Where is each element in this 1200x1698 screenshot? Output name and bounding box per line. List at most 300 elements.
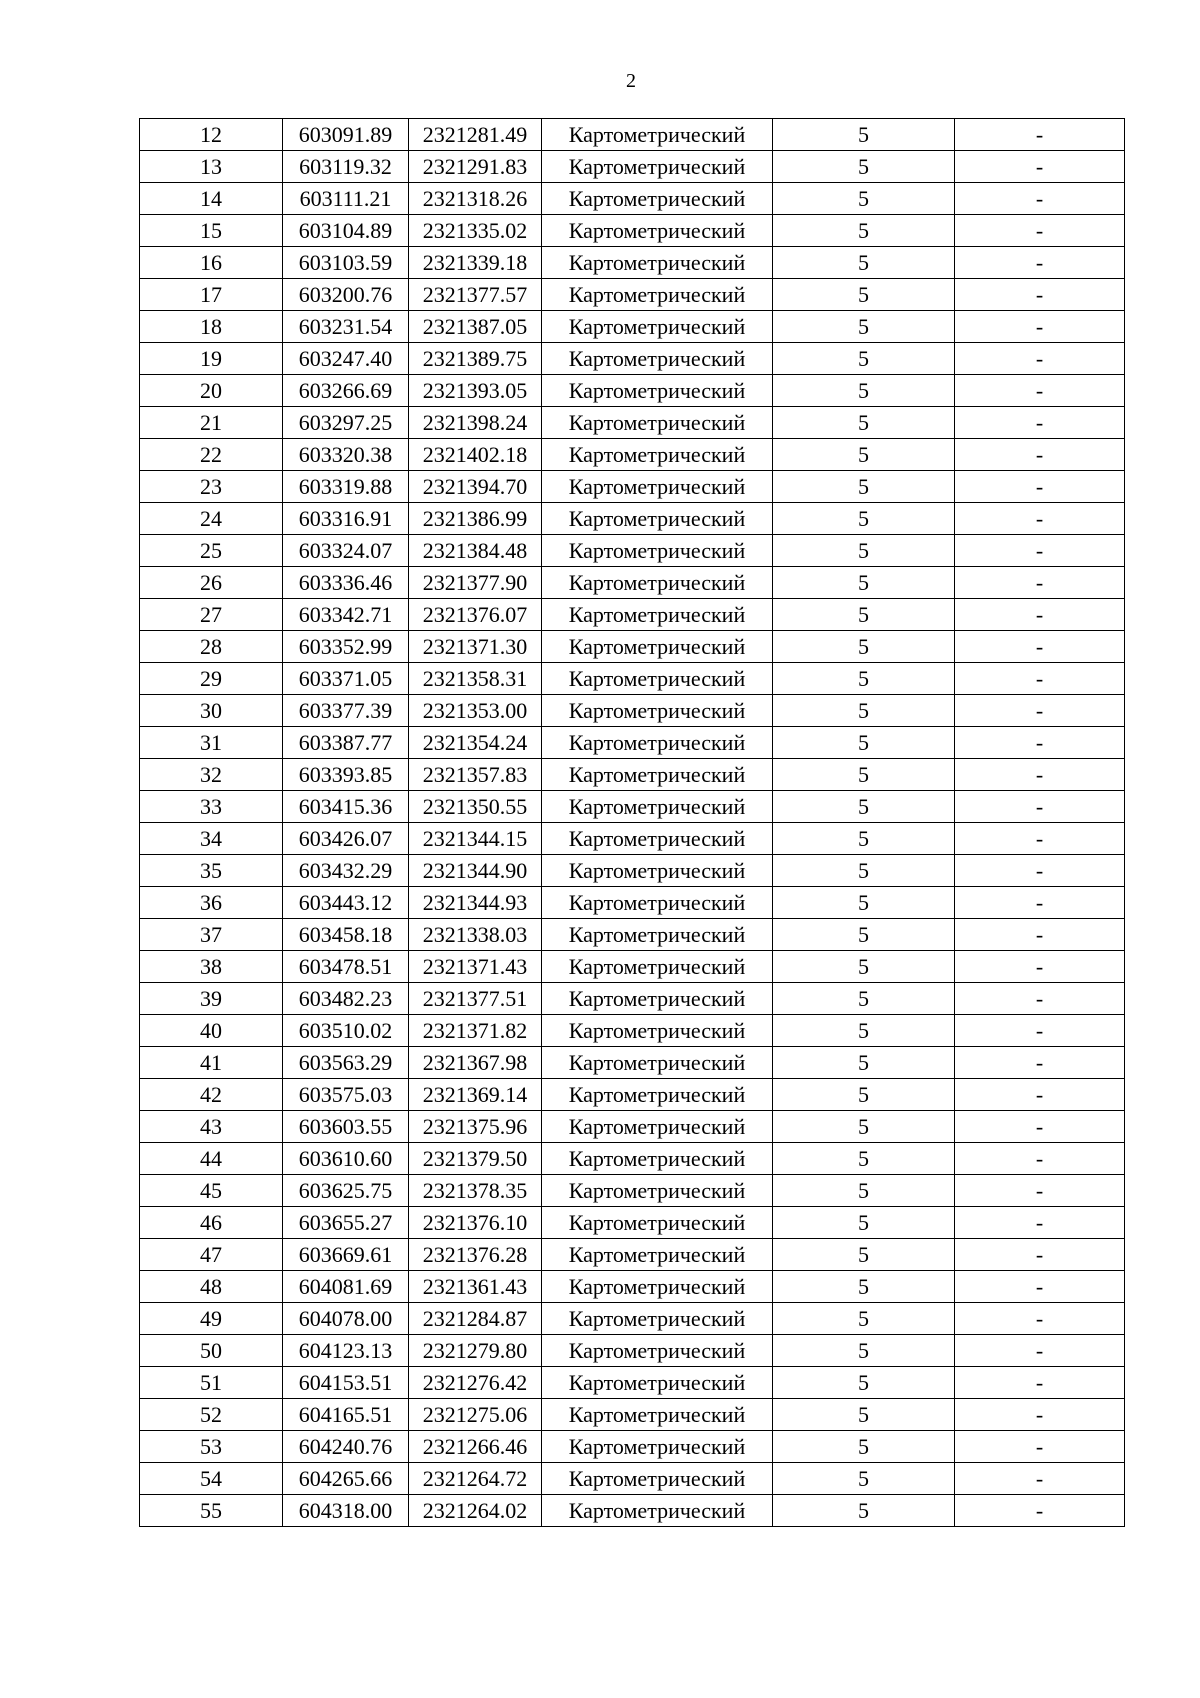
x-coordinate-cell: 603111.21 bbox=[283, 183, 409, 215]
point-number-cell: 38 bbox=[140, 951, 283, 983]
method-cell: Картометрический bbox=[542, 503, 773, 535]
accuracy-cell: 5 bbox=[773, 183, 955, 215]
point-number-cell: 17 bbox=[140, 279, 283, 311]
x-coordinate-cell: 604165.51 bbox=[283, 1399, 409, 1431]
point-number-cell: 55 bbox=[140, 1495, 283, 1527]
table-row bbox=[140, 759, 1125, 791]
accuracy-cell: 5 bbox=[773, 471, 955, 503]
x-coordinate-cell: 604081.69 bbox=[283, 1271, 409, 1303]
point-number-cell: 31 bbox=[140, 727, 283, 759]
accuracy-cell: 5 bbox=[773, 1239, 955, 1271]
x-coordinate-cell: 603266.69 bbox=[283, 375, 409, 407]
x-coordinate-cell: 603342.71 bbox=[283, 599, 409, 631]
note-cell: - bbox=[955, 1495, 1125, 1527]
method-cell: Картометрический bbox=[542, 151, 773, 183]
note-cell: - bbox=[955, 887, 1125, 919]
y-coordinate-cell: 2321291.83 bbox=[409, 151, 542, 183]
y-coordinate-cell: 2321344.15 bbox=[409, 823, 542, 855]
table-row bbox=[140, 663, 1125, 695]
note-cell: - bbox=[955, 343, 1125, 375]
method-cell: Картометрический bbox=[542, 439, 773, 471]
x-coordinate-cell: 603104.89 bbox=[283, 215, 409, 247]
y-coordinate-cell: 2321376.28 bbox=[409, 1239, 542, 1271]
method-cell: Картометрический bbox=[542, 1143, 773, 1175]
y-coordinate-cell: 2321264.02 bbox=[409, 1495, 542, 1527]
method-cell: Картометрический bbox=[542, 471, 773, 503]
point-number-cell: 50 bbox=[140, 1335, 283, 1367]
y-coordinate-cell: 2321377.90 bbox=[409, 567, 542, 599]
accuracy-cell: 5 bbox=[773, 439, 955, 471]
point-number-cell: 54 bbox=[140, 1463, 283, 1495]
y-coordinate-cell: 2321350.55 bbox=[409, 791, 542, 823]
accuracy-cell: 5 bbox=[773, 375, 955, 407]
x-coordinate-cell: 603231.54 bbox=[283, 311, 409, 343]
table-row bbox=[140, 1015, 1125, 1047]
table-row bbox=[140, 1463, 1125, 1495]
method-cell: Картометрический bbox=[542, 1111, 773, 1143]
point-number-cell: 19 bbox=[140, 343, 283, 375]
y-coordinate-cell: 2321376.07 bbox=[409, 599, 542, 631]
x-coordinate-cell: 603119.32 bbox=[283, 151, 409, 183]
accuracy-cell: 5 bbox=[773, 951, 955, 983]
table-row bbox=[140, 887, 1125, 919]
accuracy-cell: 5 bbox=[773, 631, 955, 663]
method-cell: Картометрический bbox=[542, 1335, 773, 1367]
x-coordinate-cell: 603432.29 bbox=[283, 855, 409, 887]
table-row bbox=[140, 1431, 1125, 1463]
accuracy-cell: 5 bbox=[773, 567, 955, 599]
coordinates-table-body bbox=[140, 119, 1125, 1527]
table-row bbox=[140, 1079, 1125, 1111]
point-number-cell: 13 bbox=[140, 151, 283, 183]
method-cell: Картометрический bbox=[542, 1239, 773, 1271]
accuracy-cell: 5 bbox=[773, 695, 955, 727]
x-coordinate-cell: 604318.00 bbox=[283, 1495, 409, 1527]
method-cell: Картометрический bbox=[542, 1399, 773, 1431]
accuracy-cell: 5 bbox=[773, 407, 955, 439]
x-coordinate-cell: 603655.27 bbox=[283, 1207, 409, 1239]
table-row bbox=[140, 919, 1125, 951]
point-number-cell: 42 bbox=[140, 1079, 283, 1111]
method-cell: Картометрический bbox=[542, 119, 773, 151]
y-coordinate-cell: 2321357.83 bbox=[409, 759, 542, 791]
accuracy-cell: 5 bbox=[773, 1143, 955, 1175]
x-coordinate-cell: 603352.99 bbox=[283, 631, 409, 663]
point-number-cell: 12 bbox=[140, 119, 283, 151]
note-cell: - bbox=[955, 1015, 1125, 1047]
point-number-cell: 44 bbox=[140, 1143, 283, 1175]
note-cell: - bbox=[955, 1079, 1125, 1111]
y-coordinate-cell: 2321367.98 bbox=[409, 1047, 542, 1079]
y-coordinate-cell: 2321393.05 bbox=[409, 375, 542, 407]
table-row bbox=[140, 951, 1125, 983]
y-coordinate-cell: 2321371.43 bbox=[409, 951, 542, 983]
y-coordinate-cell: 2321377.57 bbox=[409, 279, 542, 311]
note-cell: - bbox=[955, 951, 1125, 983]
accuracy-cell: 5 bbox=[773, 727, 955, 759]
x-coordinate-cell: 603603.55 bbox=[283, 1111, 409, 1143]
note-cell: - bbox=[955, 1175, 1125, 1207]
note-cell: - bbox=[955, 1111, 1125, 1143]
point-number-cell: 24 bbox=[140, 503, 283, 535]
point-number-cell: 52 bbox=[140, 1399, 283, 1431]
note-cell: - bbox=[955, 375, 1125, 407]
method-cell: Картометрический bbox=[542, 887, 773, 919]
y-coordinate-cell: 2321394.70 bbox=[409, 471, 542, 503]
point-number-cell: 33 bbox=[140, 791, 283, 823]
y-coordinate-cell: 2321339.18 bbox=[409, 247, 542, 279]
accuracy-cell: 5 bbox=[773, 503, 955, 535]
point-number-cell: 16 bbox=[140, 247, 283, 279]
y-coordinate-cell: 2321275.06 bbox=[409, 1399, 542, 1431]
x-coordinate-cell: 603319.88 bbox=[283, 471, 409, 503]
note-cell: - bbox=[955, 119, 1125, 151]
x-coordinate-cell: 604240.76 bbox=[283, 1431, 409, 1463]
y-coordinate-cell: 2321379.50 bbox=[409, 1143, 542, 1175]
note-cell: - bbox=[955, 535, 1125, 567]
method-cell: Картометрический bbox=[542, 951, 773, 983]
point-number-cell: 22 bbox=[140, 439, 283, 471]
method-cell: Картометрический bbox=[542, 919, 773, 951]
point-number-cell: 51 bbox=[140, 1367, 283, 1399]
note-cell: - bbox=[955, 599, 1125, 631]
note-cell: - bbox=[955, 695, 1125, 727]
accuracy-cell: 5 bbox=[773, 1431, 955, 1463]
accuracy-cell: 5 bbox=[773, 343, 955, 375]
table-row bbox=[140, 151, 1125, 183]
table-row bbox=[140, 407, 1125, 439]
table-row bbox=[140, 631, 1125, 663]
method-cell: Картометрический bbox=[542, 215, 773, 247]
method-cell: Картометрический bbox=[542, 1367, 773, 1399]
table-row bbox=[140, 727, 1125, 759]
note-cell: - bbox=[955, 151, 1125, 183]
note-cell: - bbox=[955, 503, 1125, 535]
note-cell: - bbox=[955, 567, 1125, 599]
table-row bbox=[140, 1207, 1125, 1239]
point-number-cell: 53 bbox=[140, 1431, 283, 1463]
y-coordinate-cell: 2321335.02 bbox=[409, 215, 542, 247]
table-row bbox=[140, 855, 1125, 887]
accuracy-cell: 5 bbox=[773, 535, 955, 567]
accuracy-cell: 5 bbox=[773, 1335, 955, 1367]
method-cell: Картометрический bbox=[542, 407, 773, 439]
table-row bbox=[140, 1303, 1125, 1335]
y-coordinate-cell: 2321281.49 bbox=[409, 119, 542, 151]
note-cell: - bbox=[955, 1143, 1125, 1175]
accuracy-cell: 5 bbox=[773, 1367, 955, 1399]
note-cell: - bbox=[955, 1207, 1125, 1239]
table-row bbox=[140, 1111, 1125, 1143]
x-coordinate-cell: 603297.25 bbox=[283, 407, 409, 439]
x-coordinate-cell: 603387.77 bbox=[283, 727, 409, 759]
note-cell: - bbox=[955, 279, 1125, 311]
point-number-cell: 30 bbox=[140, 695, 283, 727]
table-row bbox=[140, 279, 1125, 311]
table-row bbox=[140, 1271, 1125, 1303]
y-coordinate-cell: 2321371.30 bbox=[409, 631, 542, 663]
accuracy-cell: 5 bbox=[773, 983, 955, 1015]
accuracy-cell: 5 bbox=[773, 1047, 955, 1079]
point-number-cell: 26 bbox=[140, 567, 283, 599]
y-coordinate-cell: 2321338.03 bbox=[409, 919, 542, 951]
point-number-cell: 14 bbox=[140, 183, 283, 215]
accuracy-cell: 5 bbox=[773, 247, 955, 279]
note-cell: - bbox=[955, 631, 1125, 663]
note-cell: - bbox=[955, 215, 1125, 247]
x-coordinate-cell: 604078.00 bbox=[283, 1303, 409, 1335]
table-row bbox=[140, 503, 1125, 535]
method-cell: Картометрический bbox=[542, 535, 773, 567]
note-cell: - bbox=[955, 1303, 1125, 1335]
accuracy-cell: 5 bbox=[773, 599, 955, 631]
y-coordinate-cell: 2321344.93 bbox=[409, 887, 542, 919]
method-cell: Картометрический bbox=[542, 1015, 773, 1047]
y-coordinate-cell: 2321344.90 bbox=[409, 855, 542, 887]
x-coordinate-cell: 603324.07 bbox=[283, 535, 409, 567]
x-coordinate-cell: 603316.91 bbox=[283, 503, 409, 535]
x-coordinate-cell: 603091.89 bbox=[283, 119, 409, 151]
note-cell: - bbox=[955, 439, 1125, 471]
method-cell: Картометрический bbox=[542, 567, 773, 599]
note-cell: - bbox=[955, 791, 1125, 823]
point-number-cell: 28 bbox=[140, 631, 283, 663]
y-coordinate-cell: 2321353.00 bbox=[409, 695, 542, 727]
method-cell: Картометрический bbox=[542, 855, 773, 887]
x-coordinate-cell: 603625.75 bbox=[283, 1175, 409, 1207]
point-number-cell: 45 bbox=[140, 1175, 283, 1207]
note-cell: - bbox=[955, 1367, 1125, 1399]
note-cell: - bbox=[955, 471, 1125, 503]
point-number-cell: 41 bbox=[140, 1047, 283, 1079]
table-row bbox=[140, 1239, 1125, 1271]
x-coordinate-cell: 603563.29 bbox=[283, 1047, 409, 1079]
method-cell: Картометрический bbox=[542, 727, 773, 759]
point-number-cell: 39 bbox=[140, 983, 283, 1015]
accuracy-cell: 5 bbox=[773, 1079, 955, 1111]
x-coordinate-cell: 603393.85 bbox=[283, 759, 409, 791]
point-number-cell: 27 bbox=[140, 599, 283, 631]
method-cell: Картометрический bbox=[542, 279, 773, 311]
table-row bbox=[140, 247, 1125, 279]
y-coordinate-cell: 2321284.87 bbox=[409, 1303, 542, 1335]
table-row bbox=[140, 311, 1125, 343]
accuracy-cell: 5 bbox=[773, 215, 955, 247]
accuracy-cell: 5 bbox=[773, 1175, 955, 1207]
point-number-cell: 40 bbox=[140, 1015, 283, 1047]
accuracy-cell: 5 bbox=[773, 1463, 955, 1495]
method-cell: Картометрический bbox=[542, 1207, 773, 1239]
y-coordinate-cell: 2321402.18 bbox=[409, 439, 542, 471]
method-cell: Картометрический bbox=[542, 599, 773, 631]
table-row bbox=[140, 599, 1125, 631]
accuracy-cell: 5 bbox=[773, 1495, 955, 1527]
table-row bbox=[140, 183, 1125, 215]
y-coordinate-cell: 2321377.51 bbox=[409, 983, 542, 1015]
x-coordinate-cell: 604265.66 bbox=[283, 1463, 409, 1495]
table-row bbox=[140, 535, 1125, 567]
x-coordinate-cell: 603426.07 bbox=[283, 823, 409, 855]
y-coordinate-cell: 2321384.48 bbox=[409, 535, 542, 567]
accuracy-cell: 5 bbox=[773, 1015, 955, 1047]
accuracy-cell: 5 bbox=[773, 823, 955, 855]
note-cell: - bbox=[955, 1463, 1125, 1495]
point-number-cell: 35 bbox=[140, 855, 283, 887]
method-cell: Картометрический bbox=[542, 695, 773, 727]
point-number-cell: 21 bbox=[140, 407, 283, 439]
point-number-cell: 34 bbox=[140, 823, 283, 855]
note-cell: - bbox=[955, 407, 1125, 439]
accuracy-cell: 5 bbox=[773, 1271, 955, 1303]
x-coordinate-cell: 603458.18 bbox=[283, 919, 409, 951]
accuracy-cell: 5 bbox=[773, 1207, 955, 1239]
y-coordinate-cell: 2321276.42 bbox=[409, 1367, 542, 1399]
point-number-cell: 29 bbox=[140, 663, 283, 695]
accuracy-cell: 5 bbox=[773, 119, 955, 151]
y-coordinate-cell: 2321318.26 bbox=[409, 183, 542, 215]
y-coordinate-cell: 2321361.43 bbox=[409, 1271, 542, 1303]
table-row bbox=[140, 471, 1125, 503]
table-row bbox=[140, 375, 1125, 407]
y-coordinate-cell: 2321354.24 bbox=[409, 727, 542, 759]
method-cell: Картометрический bbox=[542, 375, 773, 407]
y-coordinate-cell: 2321378.35 bbox=[409, 1175, 542, 1207]
accuracy-cell: 5 bbox=[773, 759, 955, 791]
accuracy-cell: 5 bbox=[773, 855, 955, 887]
y-coordinate-cell: 2321386.99 bbox=[409, 503, 542, 535]
note-cell: - bbox=[955, 1431, 1125, 1463]
x-coordinate-cell: 603482.23 bbox=[283, 983, 409, 1015]
y-coordinate-cell: 2321375.96 bbox=[409, 1111, 542, 1143]
y-coordinate-cell: 2321387.05 bbox=[409, 311, 542, 343]
y-coordinate-cell: 2321369.14 bbox=[409, 1079, 542, 1111]
point-number-cell: 49 bbox=[140, 1303, 283, 1335]
note-cell: - bbox=[955, 823, 1125, 855]
note-cell: - bbox=[955, 1271, 1125, 1303]
accuracy-cell: 5 bbox=[773, 1111, 955, 1143]
method-cell: Картометрический bbox=[542, 1079, 773, 1111]
point-number-cell: 32 bbox=[140, 759, 283, 791]
accuracy-cell: 5 bbox=[773, 791, 955, 823]
x-coordinate-cell: 603510.02 bbox=[283, 1015, 409, 1047]
y-coordinate-cell: 2321279.80 bbox=[409, 1335, 542, 1367]
accuracy-cell: 5 bbox=[773, 887, 955, 919]
note-cell: - bbox=[955, 727, 1125, 759]
accuracy-cell: 5 bbox=[773, 151, 955, 183]
x-coordinate-cell: 603415.36 bbox=[283, 791, 409, 823]
note-cell: - bbox=[955, 1399, 1125, 1431]
page-number: 2 bbox=[626, 70, 636, 92]
table-row bbox=[140, 983, 1125, 1015]
accuracy-cell: 5 bbox=[773, 1399, 955, 1431]
point-number-cell: 43 bbox=[140, 1111, 283, 1143]
method-cell: Картометрический bbox=[542, 631, 773, 663]
table-row bbox=[140, 823, 1125, 855]
x-coordinate-cell: 603377.39 bbox=[283, 695, 409, 727]
accuracy-cell: 5 bbox=[773, 663, 955, 695]
x-coordinate-cell: 603103.59 bbox=[283, 247, 409, 279]
table-row bbox=[140, 791, 1125, 823]
accuracy-cell: 5 bbox=[773, 311, 955, 343]
point-number-cell: 18 bbox=[140, 311, 283, 343]
x-coordinate-cell: 603200.76 bbox=[283, 279, 409, 311]
table-row bbox=[140, 1047, 1125, 1079]
y-coordinate-cell: 2321398.24 bbox=[409, 407, 542, 439]
method-cell: Картометрический bbox=[542, 1175, 773, 1207]
method-cell: Картометрический bbox=[542, 1303, 773, 1335]
note-cell: - bbox=[955, 183, 1125, 215]
note-cell: - bbox=[955, 759, 1125, 791]
x-coordinate-cell: 603610.60 bbox=[283, 1143, 409, 1175]
table-row bbox=[140, 1399, 1125, 1431]
x-coordinate-cell: 603371.05 bbox=[283, 663, 409, 695]
note-cell: - bbox=[955, 247, 1125, 279]
x-coordinate-cell: 603478.51 bbox=[283, 951, 409, 983]
table-row bbox=[140, 1335, 1125, 1367]
table-row bbox=[140, 1175, 1125, 1207]
method-cell: Картометрический bbox=[542, 183, 773, 215]
x-coordinate-cell: 603669.61 bbox=[283, 1239, 409, 1271]
table-row bbox=[140, 215, 1125, 247]
accuracy-cell: 5 bbox=[773, 919, 955, 951]
method-cell: Картометрический bbox=[542, 759, 773, 791]
note-cell: - bbox=[955, 1335, 1125, 1367]
note-cell: - bbox=[955, 919, 1125, 951]
method-cell: Картометрический bbox=[542, 1463, 773, 1495]
y-coordinate-cell: 2321358.31 bbox=[409, 663, 542, 695]
note-cell: - bbox=[955, 663, 1125, 695]
x-coordinate-cell: 603336.46 bbox=[283, 567, 409, 599]
note-cell: - bbox=[955, 855, 1125, 887]
y-coordinate-cell: 2321264.72 bbox=[409, 1463, 542, 1495]
accuracy-cell: 5 bbox=[773, 1303, 955, 1335]
point-number-cell: 37 bbox=[140, 919, 283, 951]
note-cell: - bbox=[955, 983, 1125, 1015]
point-number-cell: 47 bbox=[140, 1239, 283, 1271]
method-cell: Картометрический bbox=[542, 983, 773, 1015]
point-number-cell: 46 bbox=[140, 1207, 283, 1239]
x-coordinate-cell: 603320.38 bbox=[283, 439, 409, 471]
note-cell: - bbox=[955, 311, 1125, 343]
table-row bbox=[140, 1367, 1125, 1399]
table-row bbox=[140, 1143, 1125, 1175]
method-cell: Картометрический bbox=[542, 343, 773, 375]
method-cell: Картометрический bbox=[542, 1271, 773, 1303]
note-cell: - bbox=[955, 1239, 1125, 1271]
table-row bbox=[140, 439, 1125, 471]
table-row bbox=[140, 695, 1125, 727]
x-coordinate-cell: 603247.40 bbox=[283, 343, 409, 375]
y-coordinate-cell: 2321389.75 bbox=[409, 343, 542, 375]
accuracy-cell: 5 bbox=[773, 279, 955, 311]
y-coordinate-cell: 2321376.10 bbox=[409, 1207, 542, 1239]
method-cell: Картометрический bbox=[542, 791, 773, 823]
table-row bbox=[140, 567, 1125, 599]
point-number-cell: 25 bbox=[140, 535, 283, 567]
coordinates-table bbox=[139, 118, 1125, 1527]
point-number-cell: 48 bbox=[140, 1271, 283, 1303]
table-row bbox=[140, 119, 1125, 151]
point-number-cell: 20 bbox=[140, 375, 283, 407]
method-cell: Картометрический bbox=[542, 823, 773, 855]
method-cell: Картометрический bbox=[542, 311, 773, 343]
method-cell: Картометрический bbox=[542, 1495, 773, 1527]
method-cell: Картометрический bbox=[542, 663, 773, 695]
x-coordinate-cell: 603443.12 bbox=[283, 887, 409, 919]
method-cell: Картометрический bbox=[542, 247, 773, 279]
x-coordinate-cell: 603575.03 bbox=[283, 1079, 409, 1111]
y-coordinate-cell: 2321371.82 bbox=[409, 1015, 542, 1047]
